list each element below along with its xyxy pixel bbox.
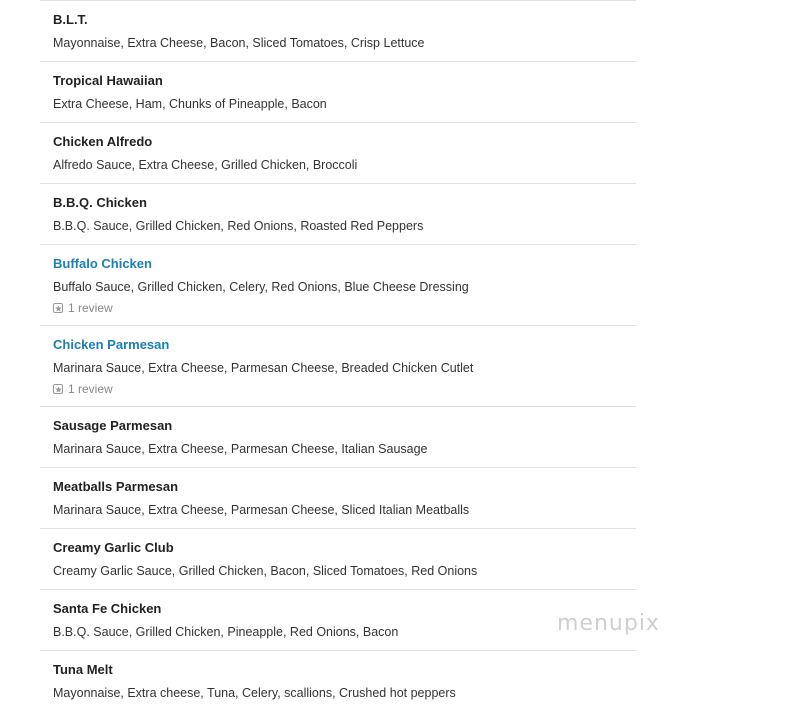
menu-item-description: Alfredo Sauce, Extra Cheese, Grilled Chicken, Broccoli: [53, 158, 358, 172]
menu-item: [40, 122, 636, 183]
review-count-label: 1 review: [68, 301, 113, 315]
menu-item: [40, 589, 636, 650]
menu-item-name: Tropical Hawaiian: [53, 73, 163, 88]
menu-item-description: Extra Cheese, Ham, Chunks of Pineapple, Bacon: [53, 97, 327, 111]
menu-item-description: Mayonnaise, Extra Cheese, Bacon, Sliced Tomatoes, Crisp Lettuce: [53, 36, 425, 50]
menu-item-name: Chicken Alfredo: [53, 134, 153, 149]
menu-item: [40, 325, 636, 406]
menu-item: [40, 244, 636, 325]
menu-item-description: Buffalo Sauce, Grilled Chicken, Celery, Red Onions, Blue Cheese Dressing: [53, 280, 469, 294]
menu-item: [40, 528, 636, 589]
menupix-watermark: menupix: [557, 611, 660, 636]
star-review-icon: [53, 384, 63, 394]
menu-item-name: Meatballs Parmesan: [53, 479, 179, 494]
menu-item-description: Marinara Sauce, Extra Cheese, Parmesan Cheese, Italian Sausage: [53, 442, 428, 456]
menu-item: [40, 467, 636, 528]
menu-item-description: Creamy Garlic Sauce, Grilled Chicken, Bacon, Sliced Tomatoes, Red Onions: [53, 564, 478, 578]
menu-item: [40, 61, 636, 122]
menu-list: [40, 0, 636, 711]
menu-item: [40, 406, 636, 467]
menu-item: [40, 183, 636, 244]
menu-item-name: Creamy Garlic Club: [53, 540, 174, 555]
menu-item-description: B.B.Q. Sauce, Grilled Chicken, Red Onions, Roasted Red Peppers: [53, 219, 424, 233]
menu-item: [40, 650, 636, 711]
menu-item-name: B.L.T.: [53, 12, 88, 27]
menu-item: [40, 0, 636, 61]
menu-item-description: Marinara Sauce, Extra Cheese, Parmesan Cheese, Sliced Italian Meatballs: [53, 503, 470, 517]
review-count-label: 1 review: [68, 382, 113, 396]
menu-item-name: Tuna Melt: [53, 662, 113, 677]
menu-item-name: B.B.Q. Chicken: [53, 195, 147, 210]
menu-item-name-link[interactable]: Chicken Parmesan: [53, 337, 170, 352]
menu-item-description: Mayonnaise, Extra cheese, Tuna, Celery, scallions, Crushed hot peppers: [53, 686, 456, 700]
menu-item-name: Santa Fe Chicken: [53, 601, 162, 616]
review-count[interactable]: [53, 301, 636, 315]
menu-item-name: Sausage Parmesan: [53, 418, 173, 433]
star-review-icon: [53, 303, 63, 313]
review-count[interactable]: [53, 382, 636, 396]
menu-item-name-link[interactable]: Buffalo Chicken: [53, 256, 152, 271]
menu-item-description: B.B.Q. Sauce, Grilled Chicken, Pineapple, Red Onions, Bacon: [53, 625, 399, 639]
menu-item-description: Marinara Sauce, Extra Cheese, Parmesan Cheese, Breaded Chicken Cutlet: [53, 361, 474, 375]
